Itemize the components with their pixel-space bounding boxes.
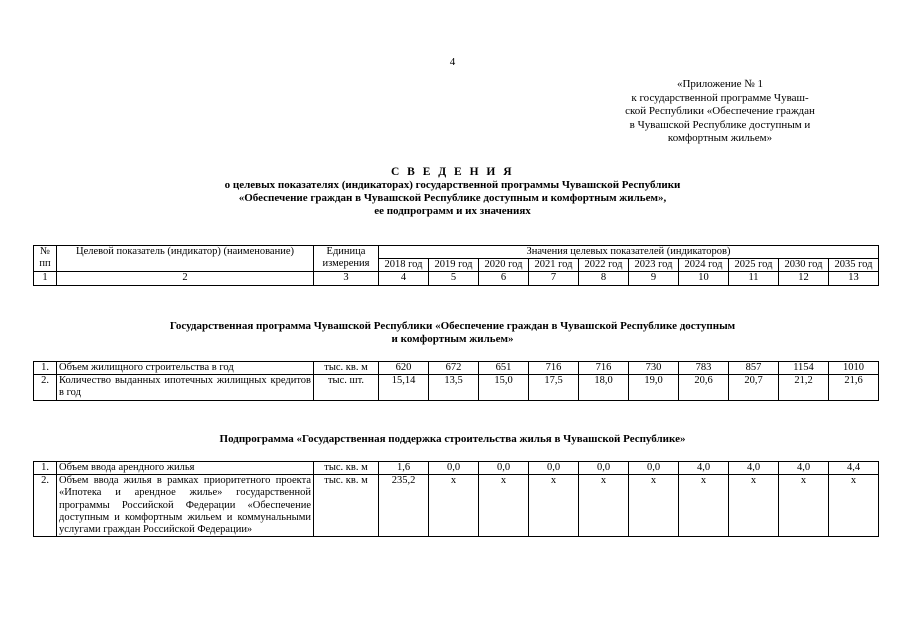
header-table (33, 245, 879, 286)
header-year: 2035 год (829, 259, 879, 272)
row-value: 0,0 (629, 462, 679, 475)
title-heading: С В Е Д Е Н И Я (390, 166, 515, 178)
row-value: 21,2 (779, 375, 829, 400)
row-num: 1. (34, 362, 57, 375)
appendix-line: «Приложение № 1 (676, 78, 764, 90)
section-heading-line: и комфортным жильем» (391, 333, 514, 345)
title-line: ее подпрограмм и их значениях (374, 205, 531, 217)
col-number: 5 (429, 272, 479, 285)
row-value: х (429, 475, 479, 537)
row-value: 4,4 (829, 462, 879, 475)
row-value: 4,0 (729, 462, 779, 475)
appendix-note (598, 78, 842, 146)
header-year: 2022 год (579, 259, 629, 272)
row-unit: тыс. кв. м (314, 362, 379, 375)
header-num: № пп (34, 246, 57, 272)
title-line: о целевых показателях (индикаторах) государственной программы Чувашской Республики (224, 179, 681, 191)
row-value: 857 (729, 362, 779, 375)
section-heading (0, 433, 905, 446)
row-unit: тыс. кв. м (314, 462, 379, 475)
row-indicator: Объем ввода жилья в рамках приоритетного проекта «Ипотека и арендное жилье» государственной программы Российской Федерации «Обеспечение доступным и комфортным жильем и коммунальными услугами граждан Российской Федерации» (57, 475, 314, 537)
row-value: 17,5 (529, 375, 579, 400)
col-number: 9 (629, 272, 679, 285)
row-value: 0,0 (479, 462, 529, 475)
col-number: 13 (829, 272, 879, 285)
row-indicator: Объем ввода арендного жилья (57, 462, 314, 475)
col-number: 8 (579, 272, 629, 285)
section-heading-line: Государственная программа Чувашской Республики «Обеспечение граждан в Чувашской Республике доступным (169, 320, 736, 332)
table-row (34, 375, 879, 400)
row-indicator: Количество выданных ипотечных жилищных кредитов в год (57, 375, 314, 400)
page-number: 4 (449, 56, 456, 68)
header-indicator: Целевой показатель (индикатор) (наименование) (57, 246, 314, 272)
row-value: х (479, 475, 529, 537)
table-row (34, 362, 879, 375)
header-year: 2019 год (429, 259, 479, 272)
col-number: 7 (529, 272, 579, 285)
row-value: 18,0 (579, 375, 629, 400)
row-value: 1010 (829, 362, 879, 375)
row-value: 651 (479, 362, 529, 375)
appendix-line: ской Республики «Обеспечение граждан (625, 105, 815, 117)
row-num: 1. (34, 462, 57, 475)
header-unit: Единица измерения (314, 246, 379, 272)
header-year: 2025 год (729, 259, 779, 272)
row-value: 0,0 (429, 462, 479, 475)
row-value: х (629, 475, 679, 537)
col-number: 4 (379, 272, 429, 285)
row-value: 730 (629, 362, 679, 375)
row-value: 620 (379, 362, 429, 375)
table-row (34, 462, 879, 475)
table-row (34, 475, 879, 537)
row-value: 783 (679, 362, 729, 375)
section1-table (33, 361, 879, 401)
row-value: 15,0 (479, 375, 529, 400)
row-value: 0,0 (529, 462, 579, 475)
row-value: х (829, 475, 879, 537)
col-number: 6 (479, 272, 529, 285)
row-value: х (779, 475, 829, 537)
document-title (0, 166, 905, 218)
appendix-line: комфортным жильем» (667, 132, 773, 144)
row-value: 19,0 (629, 375, 679, 400)
row-value: 716 (529, 362, 579, 375)
section-heading-line: Подпрограмма «Государственная поддержка строительства жилья в Чувашской Республике» (219, 433, 686, 445)
header-year: 2023 год (629, 259, 679, 272)
row-value: х (729, 475, 779, 537)
row-value: 1,6 (379, 462, 429, 475)
row-value: 20,7 (729, 375, 779, 400)
row-value: 13,5 (429, 375, 479, 400)
row-num: 2. (34, 475, 57, 537)
row-num: 2. (34, 375, 57, 400)
col-number: 2 (57, 272, 314, 285)
col-number: 1 (34, 272, 57, 285)
row-value: 15,14 (379, 375, 429, 400)
title-line: «Обеспечение граждан в Чувашской Республике доступным и комфортным жильем», (238, 192, 667, 204)
row-value: х (679, 475, 729, 537)
row-value: 21,6 (829, 375, 879, 400)
appendix-line: в Чувашской Республике доступным и (629, 118, 811, 131)
col-number: 10 (679, 272, 729, 285)
row-value: 4,0 (679, 462, 729, 475)
row-value: 716 (579, 362, 629, 375)
header-year: 2030 год (779, 259, 829, 272)
header-year: 2024 год (679, 259, 729, 272)
row-value: 4,0 (779, 462, 829, 475)
header-year: 2020 год (479, 259, 529, 272)
row-value: 235,2 (379, 475, 429, 537)
header-year: 2021 год (529, 259, 579, 272)
row-value: х (529, 475, 579, 537)
section-heading (0, 320, 905, 346)
header-values-group: Значения целевых показателей (индикаторов) (379, 246, 879, 259)
row-value: 1154 (779, 362, 829, 375)
row-indicator: Объем жилищного строительства в год (57, 362, 314, 375)
section2-table (33, 461, 879, 537)
header-year: 2018 год (379, 259, 429, 272)
row-value: 0,0 (579, 462, 629, 475)
col-number: 11 (729, 272, 779, 285)
col-number: 12 (779, 272, 829, 285)
row-unit: тыс. кв. м (314, 475, 379, 537)
row-value: 20,6 (679, 375, 729, 400)
row-value: х (579, 475, 629, 537)
row-unit: тыс. шт. (314, 375, 379, 400)
appendix-line: к государственной программе Чуваш- (631, 91, 809, 104)
col-number: 3 (314, 272, 379, 285)
row-value: 672 (429, 362, 479, 375)
